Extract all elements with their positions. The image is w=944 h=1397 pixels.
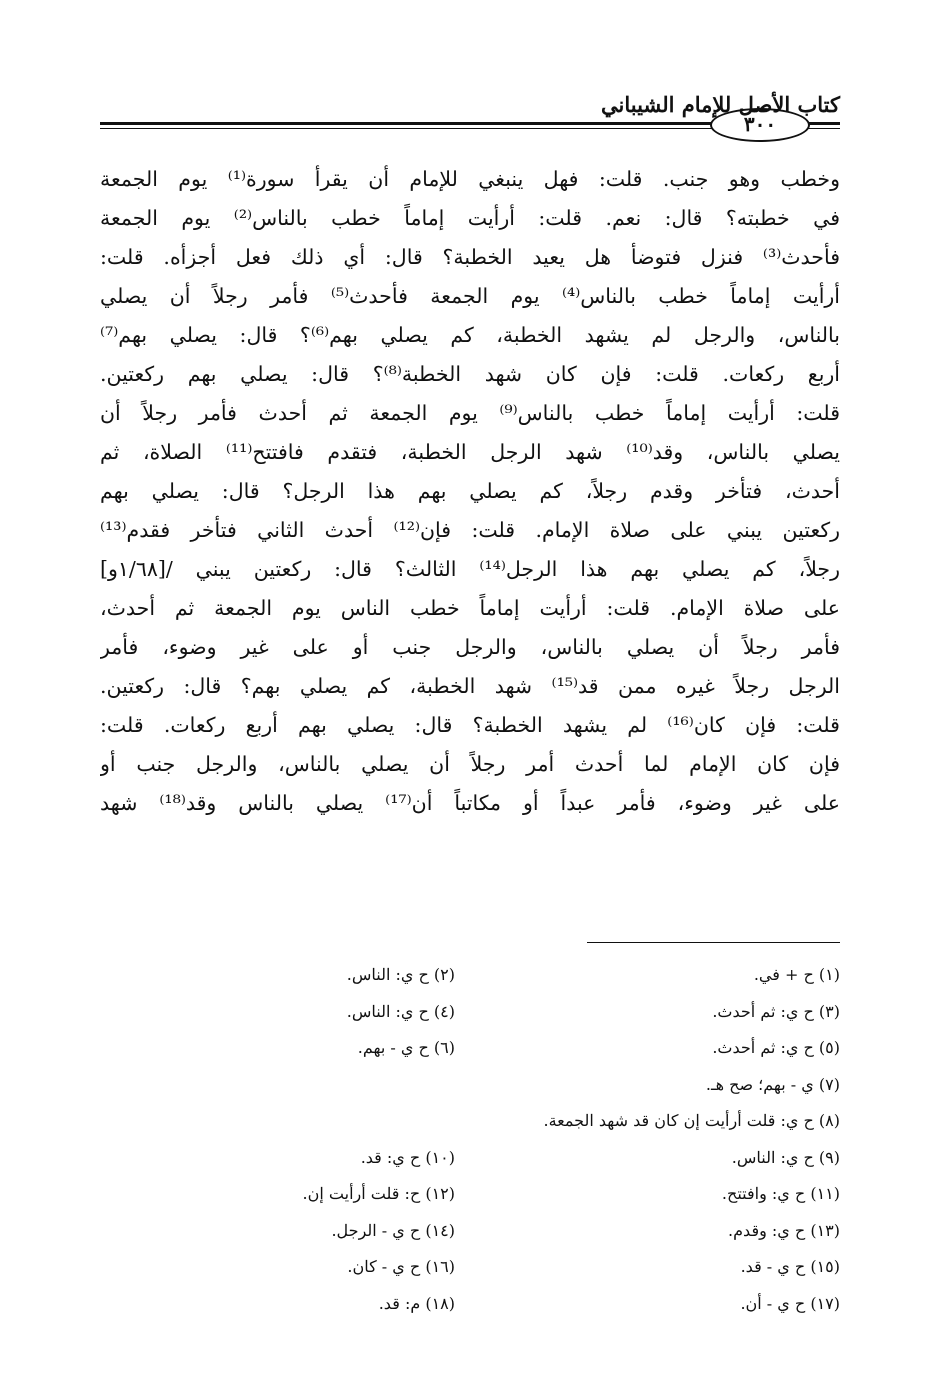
footnote: (١) ح + في. <box>753 965 840 984</box>
text-line: يصلي بالناس، وقد⁽¹⁰⁾ شهد الرجل الخطبة، فتقدم فافتتح⁽¹¹⁾ الصلاة، ثم <box>100 440 840 464</box>
text-line: فإن كان الإمام لما أحدث أمر رجلاً أن يصلي بالناس، والرجل جنب أو <box>100 752 840 776</box>
footnote: (١١) ح ي: وافتتح. <box>721 1184 840 1203</box>
footnote-row <box>100 1103 840 1140</box>
header-rule-thin <box>100 128 720 129</box>
footnote: (١٨) م: قد. <box>378 1293 455 1313</box>
footnote: (٨) ح ي: قلت أرأيت إن كان قد شهد الجمعة. <box>543 1111 840 1130</box>
footnote: (٧) ي - بهم؛ صح هـ. <box>705 1074 840 1094</box>
text-line: ركعتين يبني على صلاة الإمام. قلت: فإن⁽¹²⁾ أحدث الثاني فتأخر فقدم⁽¹³⁾ <box>100 518 840 542</box>
footnote-row <box>100 1176 840 1213</box>
footnote: (٦) ح ي - بهم. <box>357 1038 455 1057</box>
text-line: أحدث، فتأخر وقدم رجلاً، كم يصلي بهم هذا الرجل؟ قال: يصلي بهم <box>100 479 840 503</box>
footnote: (١٦) ح ي - كان. <box>347 1257 455 1276</box>
main-text <box>100 160 840 823</box>
footnote-row <box>100 1249 840 1286</box>
footnote: (١٠) ح ي: قد. <box>360 1147 455 1167</box>
footnote: (٩) ح ي: الناس. <box>731 1147 840 1167</box>
footnote: (٥) ح ي: ثم أحدث. <box>712 1038 840 1057</box>
footnote: (٣) ح ي: ثم أحدث. <box>712 1001 840 1021</box>
footnote: (٢) ح ي: الناس. <box>346 965 455 984</box>
footnote-row <box>100 957 840 994</box>
text-line: في خطبته؟ قال: نعم. قلت: أرأيت إماماً خطب بالناس⁽²⁾ يوم الجمعة <box>100 206 840 230</box>
footnote-separator <box>587 942 840 943</box>
text-line: رجلاً، كم يصلي بهم هذا الرجل⁽¹⁴⁾ الثالث؟ قال: ركعتين يبني /[١/٦٨و] <box>100 557 840 581</box>
footnote-row <box>100 1213 840 1250</box>
footnote-row <box>100 1030 840 1067</box>
page-number: ٣٠٠ <box>710 108 810 142</box>
page-header <box>100 92 840 140</box>
footnote: (٤) ح ي: الناس. <box>346 1001 455 1021</box>
text-line: فأحدث⁽³⁾ فنزل فتوضأ هل يعيد الخطبة؟ قال: أي ذلك فعل أجزأه. قلت: <box>100 245 840 269</box>
header-rule <box>100 122 720 125</box>
text-line: قلت: فإن كان⁽¹⁶⁾ لم يشهد الخطبة؟ قال: يصلي بهم أربع ركعات. قلت: <box>100 713 840 737</box>
footnote-row <box>100 1067 840 1104</box>
footnotes <box>100 957 840 1322</box>
text-line: قلت: أرأيت إماماً خطب بالناس⁽⁹⁾ يوم الجمعة ثم أحدث فأمر رجلاً أن <box>100 401 840 425</box>
text-line: أرأيت إماماً خطب بالناس⁽⁴⁾ يوم الجمعة فأحدث⁽⁵⁾ فأمر رجلاً أن يصلي <box>100 284 840 308</box>
footnote-row <box>100 1140 840 1177</box>
footnote: (١٥) ح ي - قد. <box>740 1257 840 1276</box>
footnote: (١٧) ح ي - أن. <box>740 1293 840 1313</box>
book-title: كتاب الأصل للإمام الشيباني <box>601 92 840 117</box>
footnote-row <box>100 1286 840 1323</box>
text-line: أربع ركعات. قلت: فإن كان شهد الخطبة⁽⁸⁾؟ قال: يصلي بهم ركعتين. <box>100 362 840 386</box>
text-line: بالناس، والرجل لم يشهد الخطبة، كم يصلي بهم⁽⁶⁾؟ قال: يصلي بهم⁽⁷⁾ <box>100 323 840 347</box>
text-line: فأمر رجلاً أن يصلي بالناس، والرجل جنب أو على غير وضوء، فأمر <box>100 635 840 659</box>
text-line: وخطب وهو جنب. قلت: فهل ينبغي للإمام أن يقرأ سورة⁽¹⁾ يوم الجمعة <box>100 167 840 191</box>
footnote: (١٤) ح ي - الرجل. <box>331 1220 455 1240</box>
text-line: الرجل رجلاً غيره ممن قد⁽¹⁵⁾ شهد الخطبة، كم يصلي بهم؟ قال: ركعتين. <box>100 674 840 698</box>
footnote: (١٢) ح: قلت أرأيت إن. <box>302 1184 455 1203</box>
footnote-row <box>100 994 840 1031</box>
text-line: على غير وضوء، فأمر عبداً أو مكاتباً أن⁽¹⁷⁾ يصلي بالناس وقد⁽¹⁸⁾ شهد <box>100 791 840 815</box>
footnote: (١٣) ح ي: وقدم. <box>728 1220 840 1240</box>
text-line: على صلاة الإمام. قلت: أرأيت إماماً خطب الناس يوم الجمعة ثم أحدث، <box>100 596 840 620</box>
